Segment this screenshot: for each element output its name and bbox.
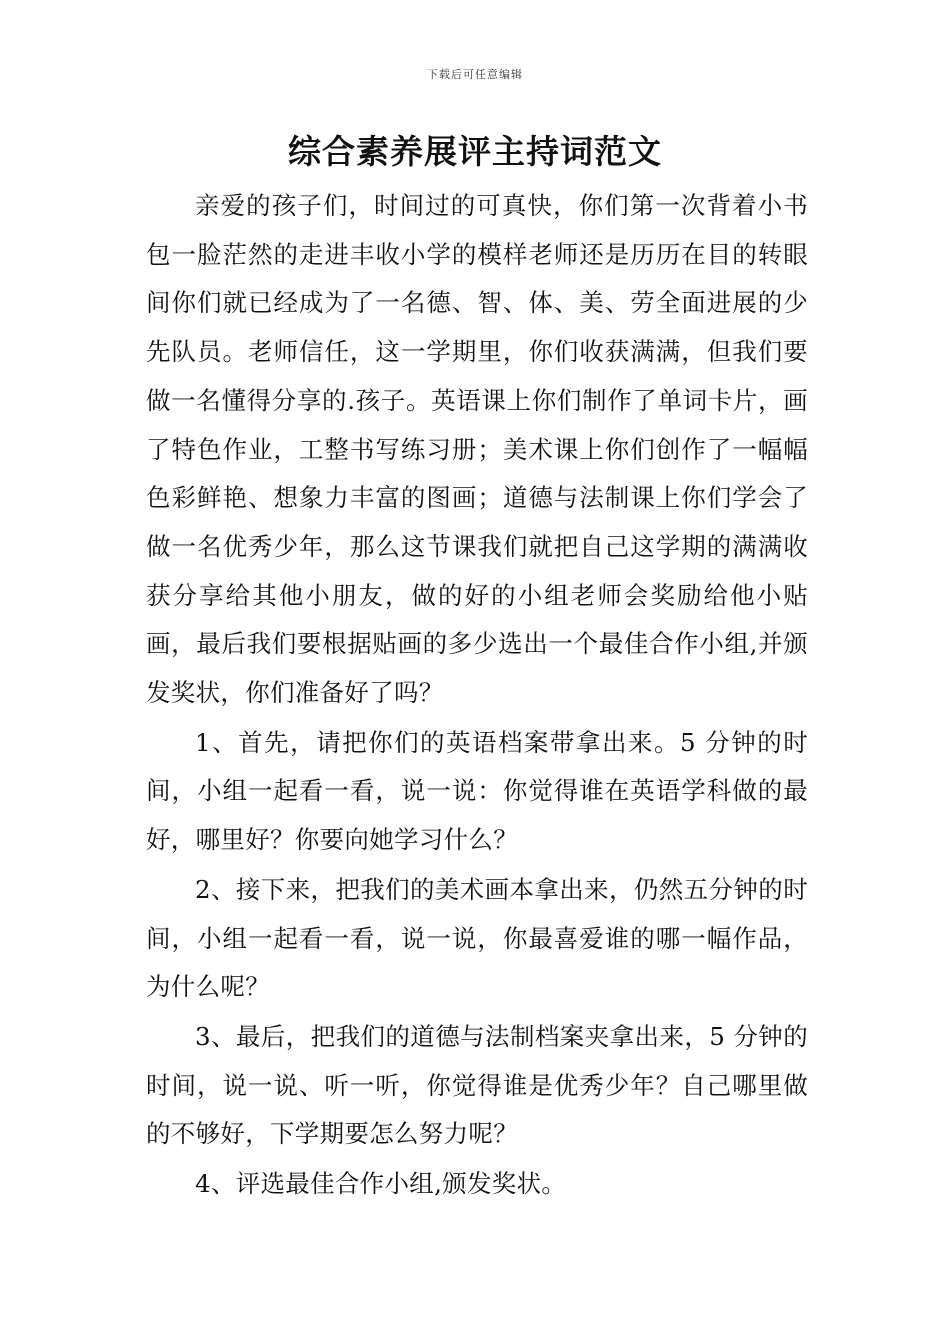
step-3-paragraph: 3、最后，把我们的道德与法制档案夹拿出来，5 分钟的时间，说一说、听一听，你觉得谁是优秀少年？自己哪里做的不够好，下学期要怎么努力呢？ [146, 1021, 808, 1149]
page-title: 综合素养展评主持词范文 [288, 132, 662, 171]
step-4-paragraph: 4、评选最佳合作小组,颁发奖状。 [195, 1169, 567, 1199]
intro-paragraph: 亲爱的孩子们，时间过的可真快，你们第一次背着小书包一脸茫然的走进丰收小学的模样老师还是历历在目的转眼间你们就已经成为了一名德、智、体、美、劳全面进展的少先队员。老师信任，这一学期里，你们收获满满，但我们要做一名懂得分享的.孩子。英语课上你们制作了单词卡片，画了特色作业，工整书写练习册；美术课上你们创作了一幅幅色彩鲜艳、想象力丰富的图画；道德与法制课上你们学会了做一名优秀少年，那么这节课我们就把自己这学期的满满收获分享给其他小朋友，做的好的小组老师会奖励给他小贴画，最后我们要根据贴画的多少选出一个最佳合作小组,并颁发奖状，你们准备好了吗？ [146, 191, 808, 708]
document-body [146, 182, 808, 1209]
step-2-paragraph: 2、接下来，把我们的美术画本拿出来，仍然五分钟的时间，小组一起看一看，说一说，你最喜爱谁的哪一幅作品，为什么呢？ [146, 874, 808, 1002]
header-note: 下载后可任意编辑 [427, 68, 523, 81]
step-1-paragraph: 1、首先，请把你们的英语档案带拿出来。5 分钟的时间，小组一起看一看，说一说：你觉得谁在英语学科做的最好，哪里好？你要向她学习什么？ [146, 727, 808, 855]
